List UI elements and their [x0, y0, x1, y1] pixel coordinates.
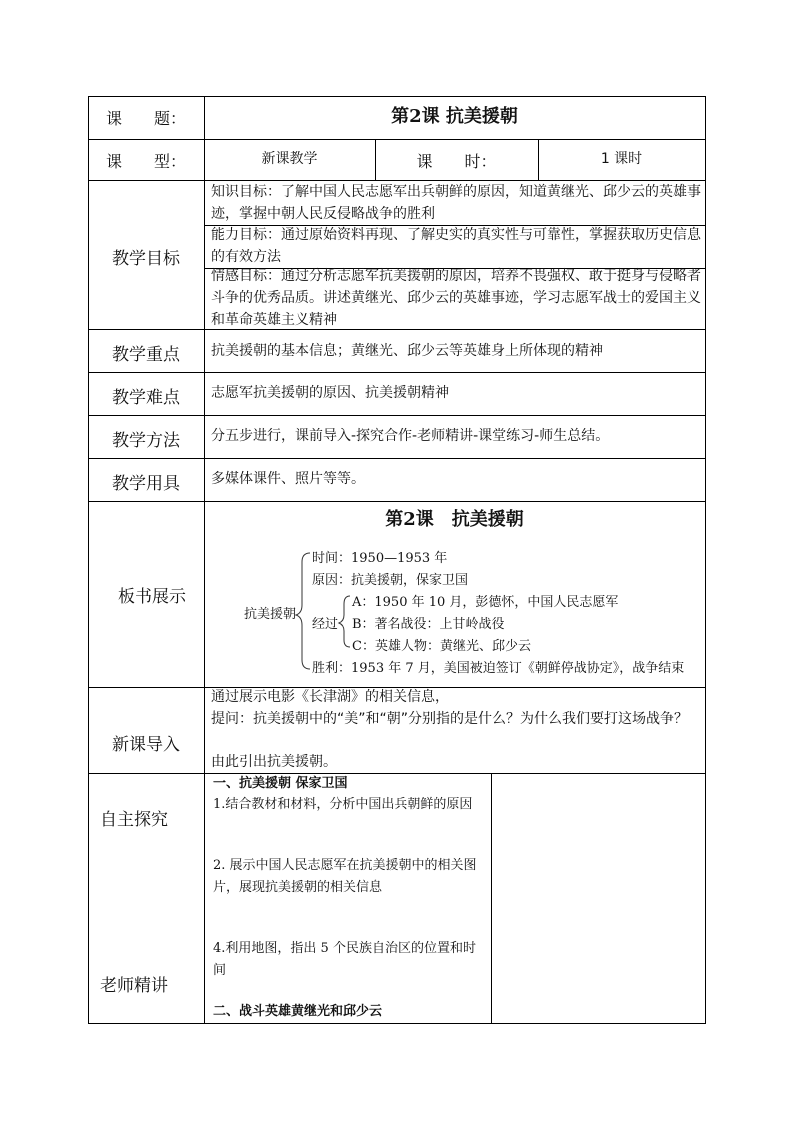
row-divider [88, 501, 706, 502]
explore-item-4: 4.利用地图，指出 5 个民族自治区的位置和时间 [213, 941, 476, 978]
title-label: 课 题： [105, 109, 186, 128]
method-value: 分五步进行，课前导入-探究合作-老师精讲-课堂练习-师生总结。 [211, 428, 610, 444]
intro-line-3: 由此引出抗美援朝。 [211, 754, 337, 770]
lecture-label: 老师精讲 [100, 976, 168, 996]
explore-item-1: 1.结合教材和材料，分析中国出兵朝鲜的原因 [213, 797, 473, 812]
inner-brace [339, 596, 350, 647]
method-label: 教学方法 [112, 431, 180, 451]
lesson-title: 第2课 抗美援朝 [391, 106, 518, 127]
table-border-left [88, 96, 89, 1024]
knowledge-objective: 知识目标：了解中国人民志愿军出兵朝鲜的原因，知道黄继光、邱少云的英雄事迹，掌握中朝人民反侵略战争的胜利 [211, 184, 701, 222]
board-time: 时间：1950—1953 年 [312, 551, 448, 566]
table-border-right [705, 96, 706, 1024]
difficulty-value: 志愿军抗美援朝的原因、抗美援朝精神 [211, 385, 449, 401]
board-process-b: B：著名战役：上甘岭战役 [352, 617, 505, 632]
board-root: 抗美援朝 [244, 607, 297, 622]
period-label: 课 时： [416, 152, 497, 171]
focus-value: 抗美援朝的基本信息；黄继光、邱少云等英雄身上所体现的精神 [211, 343, 603, 359]
table-border-bottom [88, 1023, 706, 1024]
difficulty-label: 教学难点 [112, 388, 180, 408]
intro-label: 新课导入 [112, 735, 180, 755]
board-cause: 原因：抗美援朝，保家卫国 [312, 573, 469, 588]
intro-line-2: 提问：抗美援朝中的“美”和“朝”分别指的是什么？为什么我们要打这场战争？ [211, 711, 689, 727]
row-divider [88, 415, 706, 416]
board-title: 第2课 抗美援朝 [385, 509, 524, 530]
tools-value: 多媒体课件、照片等等。 [211, 471, 365, 487]
focus-label: 教学重点 [112, 345, 180, 365]
intro-line-1: 通过展示电影《长津湖》的相关信息， [211, 689, 449, 705]
row-divider [88, 139, 706, 140]
board-label: 板书展示 [118, 587, 186, 607]
explore-item-2: 2. 展示中国人民志愿军在抗美援朝中的相关图片，展现抗美援朝的相关信息 [213, 858, 477, 895]
table-border-top [88, 96, 706, 97]
board-process-c: C：英雄人物：黄继光、邱少云 [352, 639, 531, 654]
tools-label: 教学用具 [112, 474, 180, 494]
label-column-divider [204, 96, 205, 1024]
row-divider [88, 458, 706, 459]
type-value: 新课教学 [261, 151, 318, 167]
outer-brace [296, 553, 310, 669]
board-process-a: A：1950 年 10 月，彭德怀，中国人民志愿军 [352, 595, 619, 610]
ability-objective: 能力目标：通过原始资料再现、了解史实的真实性与可靠性，掌握获取历史信息的有效方法 [211, 227, 701, 265]
board-process-label: 经过 [312, 617, 339, 632]
objectives-label: 教学目标 [112, 249, 180, 269]
explore-section-1: 一、抗美援朝 保家卫国 [213, 776, 348, 791]
emotion-objective: 情感目标：通过分析志愿军抗美援朝的原因，培养不畏强权、敢于挺身与侵略者斗争的优秀品质。讲述黄继光、邱少云的英雄事迹，学习志愿军战士的爱国主义和革命英雄主义精神 [211, 268, 701, 328]
row-divider [88, 773, 706, 774]
type-label: 课 型： [105, 152, 186, 171]
explore-section-2: 二、战斗英雄黄继光和邱少云 [213, 1004, 383, 1019]
row-divider [88, 372, 706, 373]
explore-column-divider [491, 773, 492, 1024]
explore-label: 自主探究 [100, 810, 168, 830]
period-value: 1 课时 [600, 151, 643, 167]
board-result: 胜利：1953 年 7 月，美国被迫签订《朝鲜停战协定》，战争结束 [312, 661, 685, 676]
